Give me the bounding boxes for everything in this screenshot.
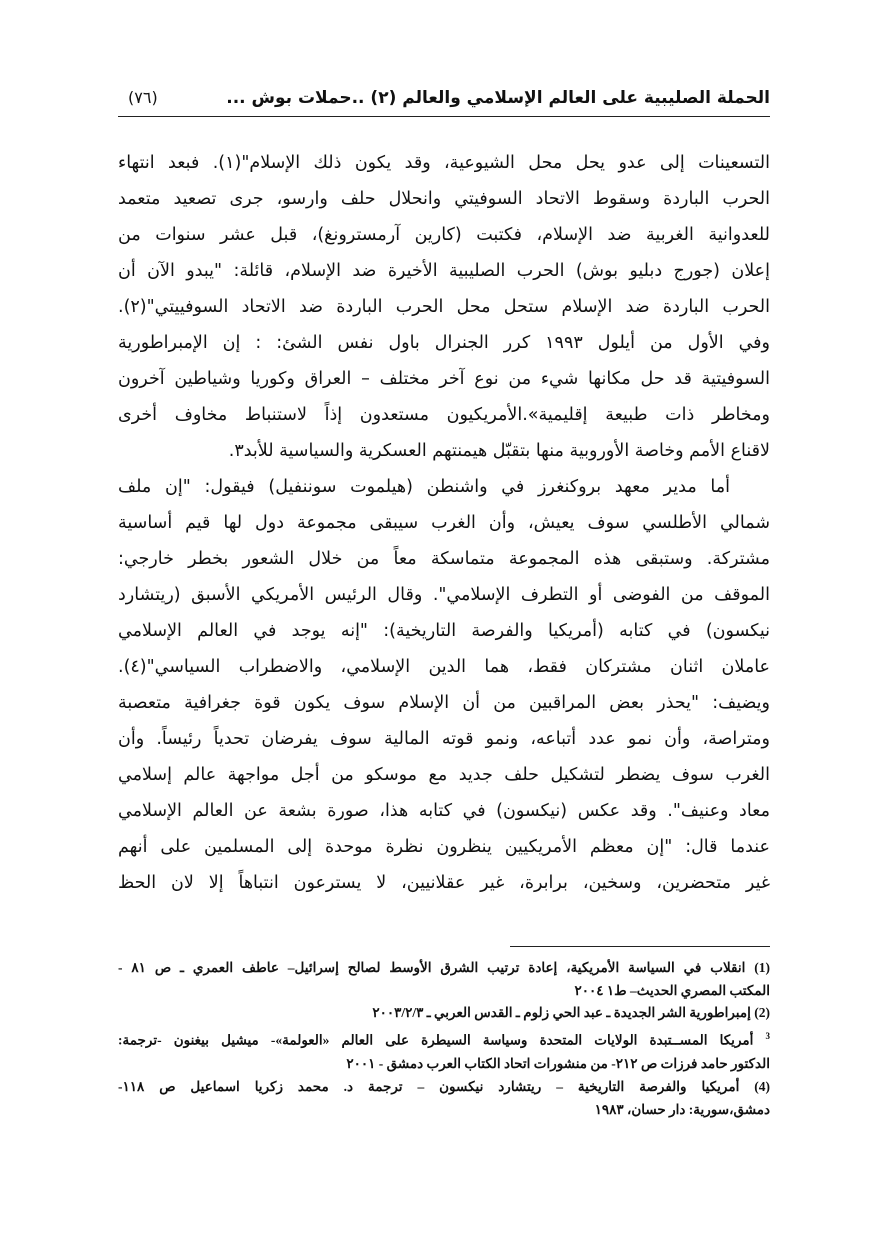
text-line: شمالي الأطلسي سوف يعيش، وأن الغرب سيبقى مجموعة دول لها قيم أساسية bbox=[118, 513, 770, 533]
footnote-2 bbox=[118, 1002, 770, 1024]
footnote-mark: (4) bbox=[754, 1078, 770, 1094]
text-line: ومخاطر ذات طبيعة إقليمية».الأمريكيون مستعدون إذاً لاستنباط مخاوف أخرى bbox=[118, 405, 770, 425]
text-line: ومتراصة، وأن نمو عدد أتباعه، ونمو قوته المالية سوف يفرضان تحدياً رئيساً. وأن bbox=[118, 729, 770, 749]
footnote-text: انقلاب في السياسة الأمريكية، إعادة ترتيب الشرق الأوسط لصالح إسرائيل– عاطف العمري ـ ص ٨١ - bbox=[118, 960, 746, 975]
text-line: التسعينات إلى عدو يحل محل الشيوعية، وقد يكون ذلك الإسلام"(١). فبعد انتهاء bbox=[118, 153, 770, 173]
footnote-text: أمريكيا والفرصة التاريخية – ريتشارد نيكسون – ترجمة د. محمد زكريا اسماعيل ص ١١٨- bbox=[118, 1078, 740, 1094]
footnote-1 bbox=[118, 956, 770, 980]
footnote-4-cont: دمشق،سورية: دار حسان، ١٩٨٣ bbox=[594, 1101, 770, 1117]
page-number: (٧٦) bbox=[128, 88, 158, 107]
text-line: معاد وعنيف". وقد عكس (نيكسون) في كتابه هذا، صورة بشعة عن العالم الإسلامي bbox=[118, 801, 770, 821]
footnote-3-cont: الدكتور حامد فرزات ص ٢١٢- من منشورات اتحاد الكتاب العرب دمشق - ٢٠٠١ bbox=[346, 1055, 770, 1071]
body-text bbox=[118, 148, 770, 904]
header-title: الحملة الصليبية على العالم الإسلامي والعالم (٢) ..حملات بوش ... bbox=[226, 88, 770, 108]
text-line: لاقناع الأمم وخاصة الأوروبية منها بتقبّل هيمنتهم العسكرية والسياسية للأبد٣. bbox=[228, 441, 770, 461]
text-line: عاملان اثنان مشتركان فقط، هما الدين الإسلامي، والاضطراب السياسي"(٤). bbox=[118, 657, 770, 677]
text-line: نيكسون) في كتابه (أمريكيا والفرصة التاريخية): "إنه يوجد في العالم الإسلامي bbox=[118, 621, 770, 641]
page-header bbox=[118, 86, 770, 117]
text-line: الغرب سوف يضطر لتشكيل حلف جديد مع موسكو من أجل مواجهة عالم إسلامي bbox=[118, 765, 770, 785]
text-line: وفي الأول من أيلول ١٩٩٣ كرر الجنرال باول نفس الشئ: : إن الإمبراطورية bbox=[118, 333, 770, 353]
text-line: مشتركة. وستبقى هذه المجموعة متماسكة معاً من خلال الشعور بخطر خارجي: bbox=[118, 549, 770, 569]
footnote-text: أمريكا المســتبدة الولايات المتحدة وسياسة السيطرة على العالم «العولمة»- ميشيل بيغنون -ترجمة: bbox=[118, 1032, 754, 1048]
footnotes bbox=[118, 956, 770, 1121]
text-line: إعلان (جورج دبليو بوش) الحرب الصليبية الأخيرة ضد الإسلام، قائلة: "يبدو الآن أن bbox=[118, 261, 770, 281]
text-line: أما مدير معهد بروكنغرز في واشنطن (هيلموت سوننفيل) فيقول: "إن ملف bbox=[118, 477, 730, 497]
footnote-mark: 3 bbox=[765, 1031, 770, 1041]
text-line: الحرب الباردة وسقوط الاتحاد السوفيتي وانحلال حلف وارسو، جرى تصعيد متعمد bbox=[118, 189, 770, 209]
text-line: ويضيف: "يحذر بعض المراقبين من أن الإسلام سوف يكون قوة جغرافية متعصبة bbox=[118, 693, 770, 713]
footnote-mark: (1) bbox=[754, 960, 770, 975]
text-line: الموقف من الفوضى أو التطرف الإسلامي". وقال الرئيس الأمريكي الأسبق (ريتشارد bbox=[118, 585, 770, 605]
footnote-3 bbox=[118, 1024, 770, 1053]
text-line: السوفيتية قد حل مكانها شيء من نوع آخر مختلف – العراق وكوريا وشياطين آخرون bbox=[118, 369, 770, 389]
footnote-1-cont: المكتب المصري الحديث– ط١ ٢٠٠٤ bbox=[574, 983, 770, 998]
text-line: عندما قال: "إن معظم الأمريكيين ينظرون نظرة موحدة إلى المسلمين على أنهم bbox=[118, 837, 770, 857]
text-line: الحرب الباردة ضد الإسلام ستحل محل الحرب الباردة ضد الاتحاد السوفييتي"(٢). bbox=[118, 297, 770, 317]
footnote-mark: (2) bbox=[754, 1005, 770, 1020]
footnote-text: إمبراطورية الشر الجديدة ـ عبد الحي زلوم ـ القدس العربي ـ ٢٠٠٣/٢/٣ bbox=[372, 1005, 751, 1020]
footnote-separator bbox=[510, 946, 770, 947]
footnote-4 bbox=[118, 1075, 770, 1099]
text-line: غير متحضرين، وسخين، برابرة، غير عقلانيين، لا يسترعون انتباهاً إلا لان الحظ bbox=[118, 873, 770, 893]
text-line: للعدوانية الغربية ضد الإسلام، فكتبت (كارين آرمسترونغ)، قبل عشر سنوات من bbox=[118, 225, 770, 245]
